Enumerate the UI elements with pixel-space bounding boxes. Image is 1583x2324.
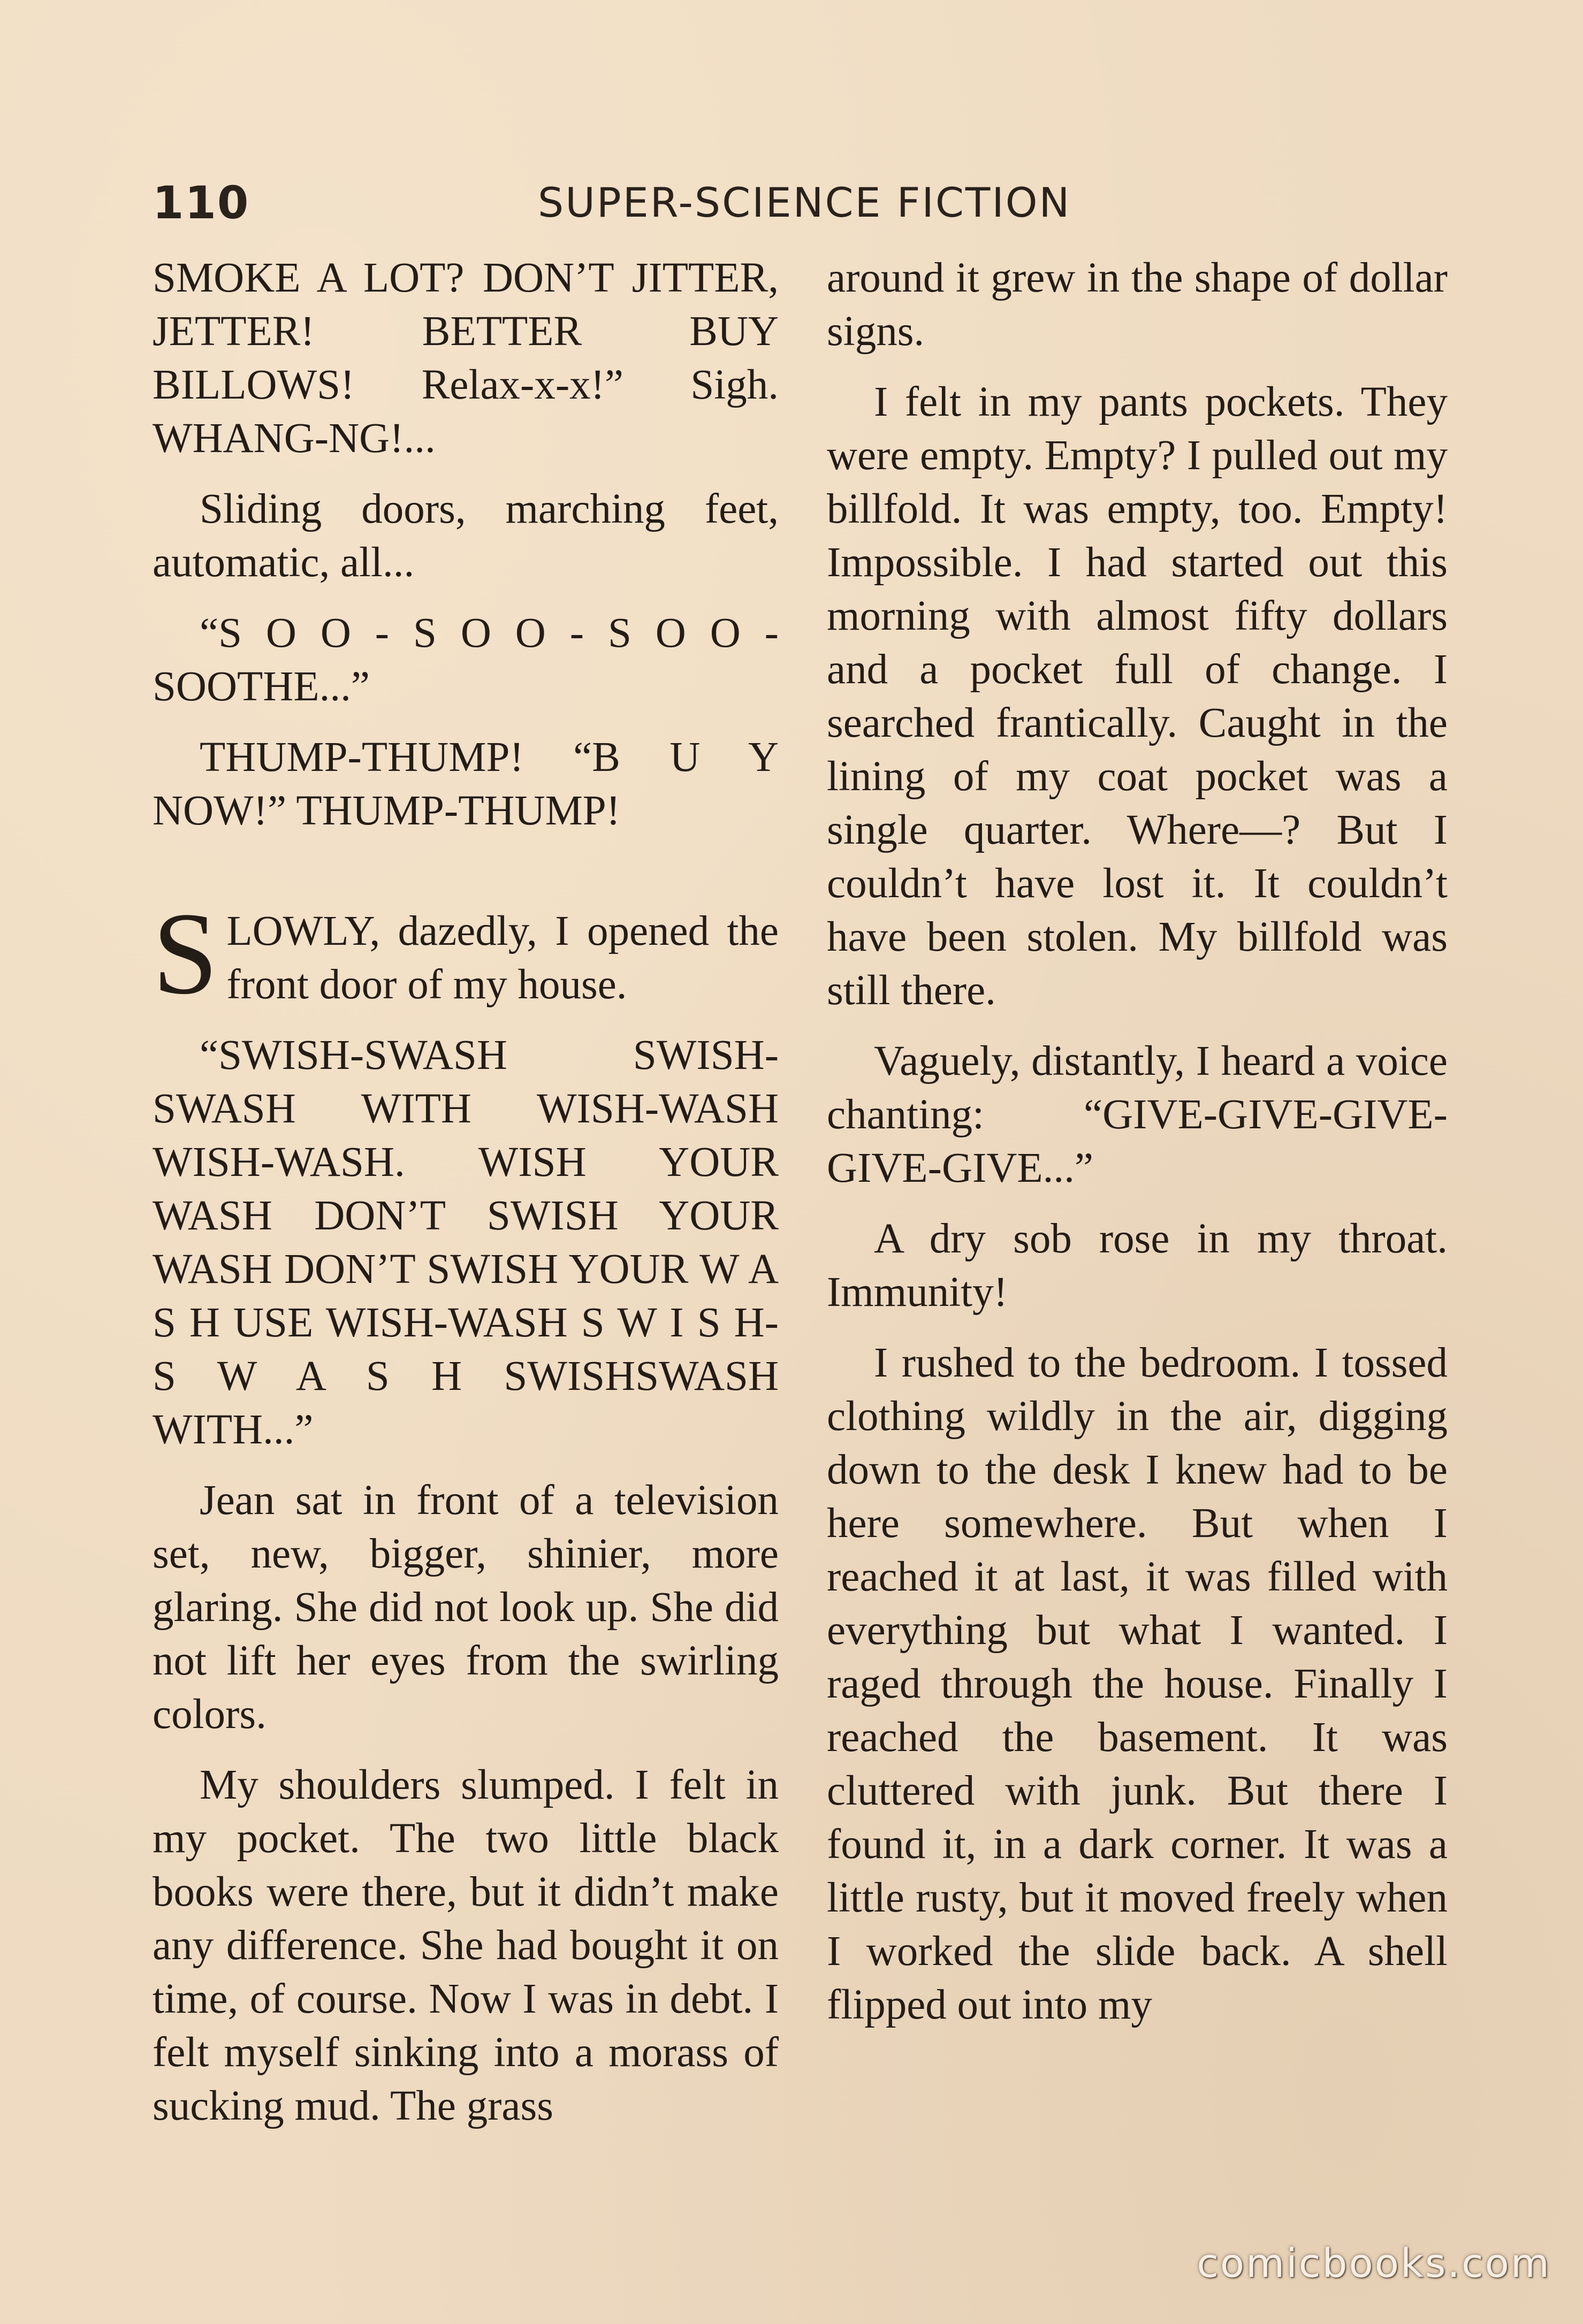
paragraph: I rushed to the bedroom. I tossed clothing wildly in the air, digging down to the desk I knew had to be here somewhere. But when I reached it at last, it was filled with everything but what I wanted. I raged through the house. Finally I reached the basement. It was cluttered with junk. But there I found it, in a dark corner. It was a little rusty, but it moved freely when I worked the slide back. A shell flipped out into my [827,1340,1448,2028]
paragraph: My shoulders slumped. I felt in my pocket. The two little black books were there, but it didn’t make any difference. She had bought it on time, of course. Now I was in debt. I felt myself sinking into a morass of sucking mud. The grass [153,1762,779,2129]
paragraph: Vaguely, distantly, I heard a voice chanting: “GIVE-GIVE-GIVE-GIVE-GIVE...” [827,1038,1448,1191]
page-header [153,177,1448,241]
paragraph: SMOKE A LOT? DON’T JITTER, JETTER! BETTER BUY BILLOWS! Relax-x-x!” Sigh. WHANG-NG!... [153,255,779,462]
paragraph: around it grew in the shape of dollar signs. [827,255,1448,355]
running-head: SUPER-SCIENCE FICTION [538,179,1071,226]
left-column [153,251,779,2150]
paragraph: Jean sat in front of a television set, new, bigger, shinier, more glaring. She did not look up. She did not lift her eyes from the swirling colors. [153,1477,779,1738]
paragraph: “SWISH-SWASH SWISHSWASH WITH WISH-WASH WISH-WASH. WISH YOUR WASH DON’T SWISH YOUR WASH DON’T SWISH YOUR W A S H USE WISH-WASH S W I S H-S W A S H SWISHSWASH WITH...” [153,1032,779,1453]
paragraph: I felt in my pants pockets. They were empty. Empty? I pulled out my billfold. It was empty, too. Empty! Impossible. I had started out this morning with almost fifty dollars and a pocket full of change. I searched frantically. Caught in the lining of my coat pocket was a single quarter. Where—? But I couldn’t have lost it. It couldn’t have been stolen. My billfold was still there. [827,379,1448,1014]
right-column [827,251,1448,2049]
page-number: 110 [153,177,250,229]
paragraph: “S O O - S O O - S O O - SOOTHE...” [153,610,779,710]
drop-cap: S [153,888,218,1019]
section-opening-paragraph [153,888,779,1019]
paragraph-text: LOWLY, dazedly, I opened the front door of my house. [226,908,779,1008]
paragraph: A dry sob rose in my throat. Immunity! [827,1215,1448,1316]
paragraph: Sliding doors, marching feet, automatic, all... [153,486,779,586]
paragraph: THUMP-THUMP! “B U Y NOW!” THUMP-THUMP! [153,734,779,834]
watermark: comicbooks.com [1197,2241,1551,2287]
